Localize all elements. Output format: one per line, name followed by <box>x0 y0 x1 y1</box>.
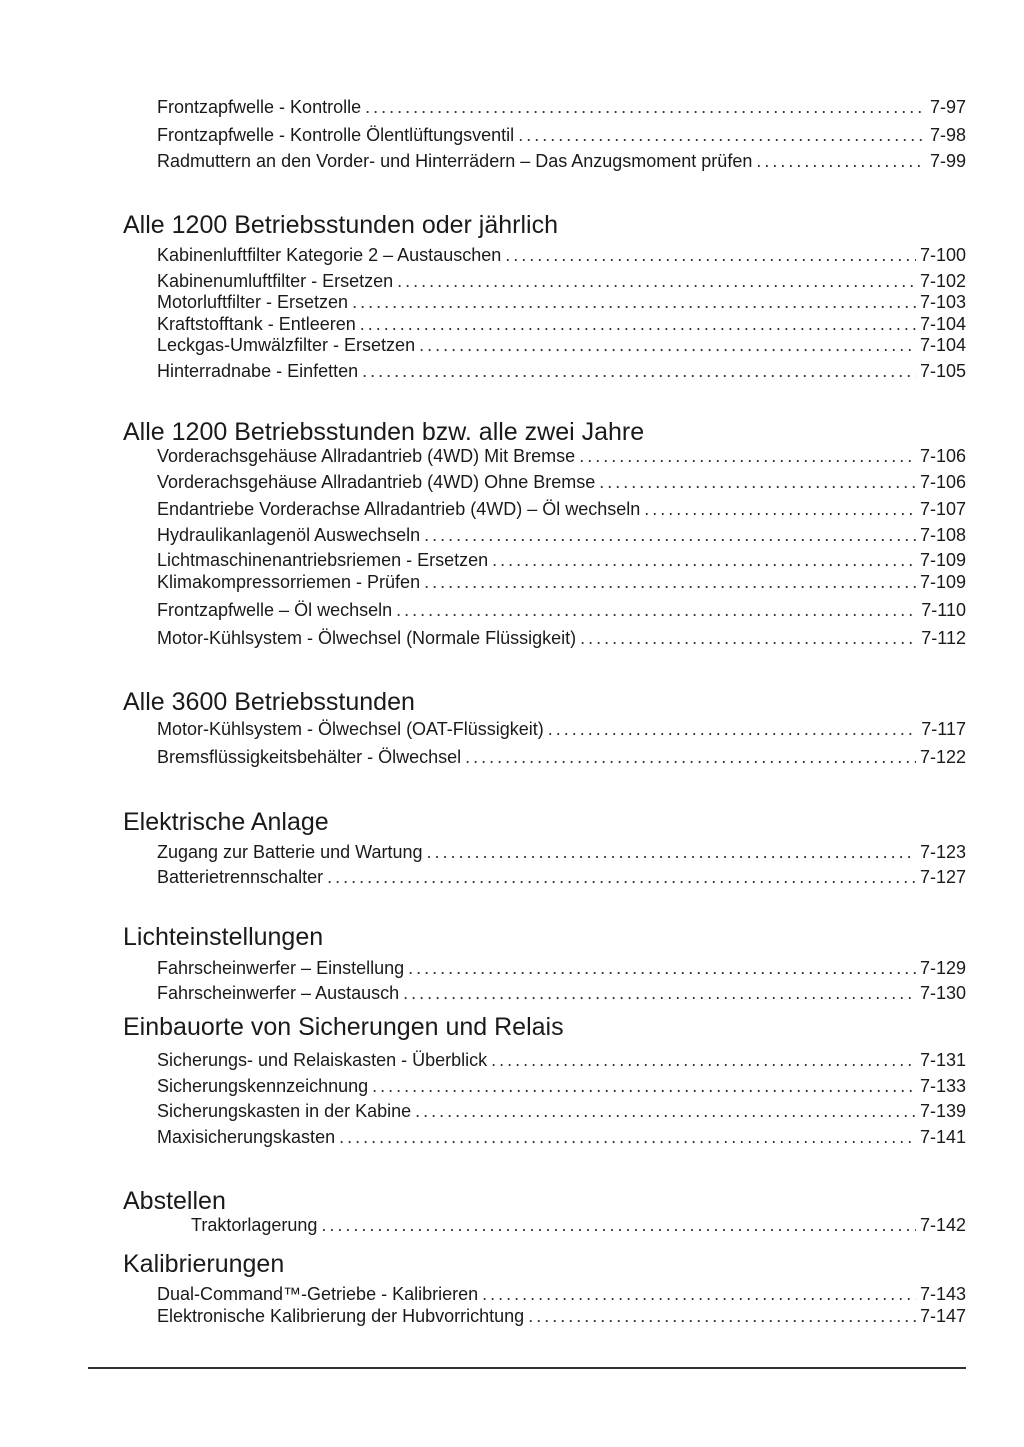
dot-leader <box>482 1283 916 1305</box>
toc-entry[interactable] <box>157 627 966 649</box>
toc-entry-page: 7-110 <box>921 600 966 620</box>
toc-entry-label: Sicherungskasten in der Kabine <box>157 1101 412 1121</box>
dot-leader <box>465 746 916 768</box>
toc-entry-page: 7-102 <box>919 271 966 291</box>
toc-entry[interactable] <box>157 957 966 979</box>
toc-entry-label: Sicherungskennzeichnung <box>157 1076 369 1096</box>
toc-entry-label: Klimakompressorriemen - Prüfen <box>157 572 421 592</box>
dot-leader <box>362 360 916 382</box>
toc-entry-page: 7-112 <box>921 628 966 648</box>
toc-entry-page: 7-131 <box>919 1050 966 1070</box>
toc-entry[interactable] <box>157 718 966 740</box>
toc-entry[interactable] <box>157 498 966 520</box>
dot-leader <box>397 270 916 292</box>
toc-entry-label: Motorluftfilter - Ersetzen <box>157 292 349 312</box>
toc-entry[interactable] <box>157 1283 966 1305</box>
toc-entry[interactable] <box>191 1214 966 1236</box>
toc-entry-label: Leckgas-Umwälzfilter - Ersetzen <box>157 335 416 355</box>
toc-entry-label: Radmuttern an den Vorder- und Hinterrädern – Das Anzugsmoment prüfen <box>157 151 753 171</box>
dot-leader <box>424 571 916 593</box>
toc-entry-page: 7-104 <box>919 335 966 355</box>
dot-leader <box>505 244 916 266</box>
section-heading: Elektrische Anlage <box>123 808 329 836</box>
toc-entry[interactable] <box>157 96 966 118</box>
section-heading: Alle 1200 Betriebsstunden bzw. alle zwei Jahre <box>123 418 645 446</box>
toc-entry-page: 7-129 <box>919 958 966 978</box>
dot-leader <box>599 471 916 493</box>
section-heading: Kalibrierungen <box>123 1250 285 1278</box>
dot-leader <box>518 124 926 146</box>
toc-entry-page: 7-109 <box>919 550 966 570</box>
toc-entry[interactable] <box>157 244 966 266</box>
dot-leader <box>408 957 916 979</box>
toc-entry[interactable] <box>157 841 966 863</box>
section-heading: Lichteinstellungen <box>123 923 324 951</box>
dot-leader <box>756 150 926 172</box>
toc-entry-page: 7-106 <box>919 446 966 466</box>
dot-leader <box>327 866 916 888</box>
toc-entry-label: Vorderachsgehäuse Allradantrieb (4WD) Ohne Bremse <box>157 472 596 492</box>
section-heading: Alle 3600 Betriebsstunden <box>123 688 415 716</box>
dot-leader <box>424 524 916 546</box>
toc-entry-page: 7-139 <box>919 1101 966 1121</box>
toc-entry-page: 7-105 <box>919 361 966 381</box>
toc-entry-label: Zugang zur Batterie und Wartung <box>157 842 423 862</box>
toc-entry-page: 7-133 <box>919 1076 966 1096</box>
toc-entry-label: Motor-Kühlsystem - Ölwechsel (OAT-Flüssigkeit) <box>157 719 544 739</box>
dot-leader <box>491 1049 916 1071</box>
toc-entry-page: 7-117 <box>921 719 966 739</box>
toc-entry-label: Batterietrennschalter <box>157 867 324 887</box>
toc-entry-page: 7-107 <box>919 499 966 519</box>
toc-entry[interactable] <box>157 1049 966 1071</box>
toc-entry-label: Vorderachsgehäuse Allradantrieb (4WD) Mit Bremse <box>157 446 576 466</box>
toc-entry-page: 7-141 <box>919 1127 966 1147</box>
toc-entry-label: Hydraulikanlagenöl Auswechseln <box>157 525 421 545</box>
toc-entry-page: 7-106 <box>919 472 966 492</box>
toc-entry-label: Frontzapfwelle – Öl wechseln <box>157 600 393 620</box>
toc-entry-page: 7-109 <box>919 572 966 592</box>
dot-leader <box>426 841 915 863</box>
toc-entry-label: Dual-Command™-Getriebe - Kalibrieren <box>157 1284 479 1304</box>
dot-leader <box>492 549 916 571</box>
dot-leader <box>365 96 926 118</box>
toc-entry[interactable] <box>157 866 966 888</box>
dot-leader <box>352 291 916 313</box>
toc-entry-label: Bremsflüssigkeitsbehälter - Ölwechsel <box>157 747 462 767</box>
toc-entry-label: Fahrscheinwerfer – Austausch <box>157 983 400 1003</box>
toc-entry-page: 7-104 <box>919 314 966 334</box>
toc-entry-label: Kabinenumluftfilter - Ersetzen <box>157 271 394 291</box>
toc-entry[interactable] <box>157 313 966 335</box>
toc-entry[interactable] <box>157 1305 966 1327</box>
dot-leader <box>415 1100 916 1122</box>
toc-entry-label: Frontzapfwelle - Kontrolle Ölentlüftungsventil <box>157 125 515 145</box>
toc-entry-label: Maxisicherungskasten <box>157 1127 336 1147</box>
toc-entry[interactable] <box>157 124 966 146</box>
toc-entry[interactable] <box>157 334 966 356</box>
toc-entry-label: Traktorlagerung <box>191 1215 318 1235</box>
toc-entry-label: Sicherungs- und Relaiskasten - Überblick <box>157 1050 488 1070</box>
toc-entry[interactable] <box>157 445 966 467</box>
toc-entry[interactable] <box>157 571 966 593</box>
toc-entry[interactable] <box>157 1100 966 1122</box>
toc-entry-label: Frontzapfwelle - Kontrolle <box>157 97 362 117</box>
toc-entry[interactable] <box>157 1075 966 1097</box>
section-heading: Einbauorte von Sicherungen und Relais <box>123 1013 564 1041</box>
dot-leader <box>580 627 917 649</box>
footer-rule <box>88 1367 966 1369</box>
dot-leader <box>548 718 918 740</box>
toc-entry[interactable] <box>157 599 966 621</box>
dot-leader <box>321 1214 916 1236</box>
dot-leader <box>528 1305 916 1327</box>
toc-entry-page: 7-143 <box>919 1284 966 1304</box>
toc-entry[interactable] <box>157 270 966 292</box>
toc-entry-label: Elektronische Kalibrierung der Hubvorrichtung <box>157 1306 525 1326</box>
dot-leader <box>372 1075 916 1097</box>
section-heading: Alle 1200 Betriebsstunden oder jährlich <box>123 211 558 239</box>
dot-leader <box>644 498 916 520</box>
toc-entry-page: 7-103 <box>919 292 966 312</box>
toc-entry-page: 7-99 <box>929 151 966 171</box>
toc-entry-label: Kraftstofftank - Entleeren <box>157 314 356 334</box>
toc-entry-page: 7-98 <box>929 125 966 145</box>
toc-entry-page: 7-122 <box>919 747 966 767</box>
toc-entry-page: 7-108 <box>919 525 966 545</box>
dot-leader <box>339 1126 916 1148</box>
toc-entry-page: 7-123 <box>919 842 966 862</box>
toc-entry-page: 7-97 <box>929 97 966 117</box>
toc-entry[interactable] <box>157 1126 966 1148</box>
toc-entry[interactable] <box>157 746 966 768</box>
toc-entry[interactable] <box>157 150 966 172</box>
toc-entry-label: Kabinenluftfilter Kategorie 2 – Austauschen <box>157 245 502 265</box>
toc-entry-page: 7-142 <box>919 1215 966 1235</box>
toc-entry[interactable] <box>157 982 966 1004</box>
toc-entry[interactable] <box>157 524 966 546</box>
dot-leader <box>403 982 916 1004</box>
toc-entry-page: 7-127 <box>919 867 966 887</box>
toc-entry[interactable] <box>157 291 966 313</box>
toc-entry[interactable] <box>157 549 966 571</box>
toc-entry-page: 7-147 <box>919 1306 966 1326</box>
toc-entry[interactable] <box>157 360 966 382</box>
toc-entry-label: Motor-Kühlsystem - Ölwechsel (Normale Flüssigkeit) <box>157 628 577 648</box>
dot-leader <box>419 334 916 356</box>
toc-entry-label: Hinterradnabe - Einfetten <box>157 361 359 381</box>
dot-leader <box>396 599 917 621</box>
toc-entry-page: 7-130 <box>919 983 966 1003</box>
toc-entry-page: 7-100 <box>919 245 966 265</box>
toc-entry-label: Fahrscheinwerfer – Einstellung <box>157 958 405 978</box>
toc-entry-label: Endantriebe Vorderachse Allradantrieb (4WD) – Öl wechseln <box>157 499 641 519</box>
toc-entry[interactable] <box>157 471 966 493</box>
section-heading: Abstellen <box>123 1187 226 1215</box>
dot-leader <box>579 445 916 467</box>
dot-leader <box>360 313 916 335</box>
toc-entry-label: Lichtmaschinenantriebsriemen - Ersetzen <box>157 550 489 570</box>
